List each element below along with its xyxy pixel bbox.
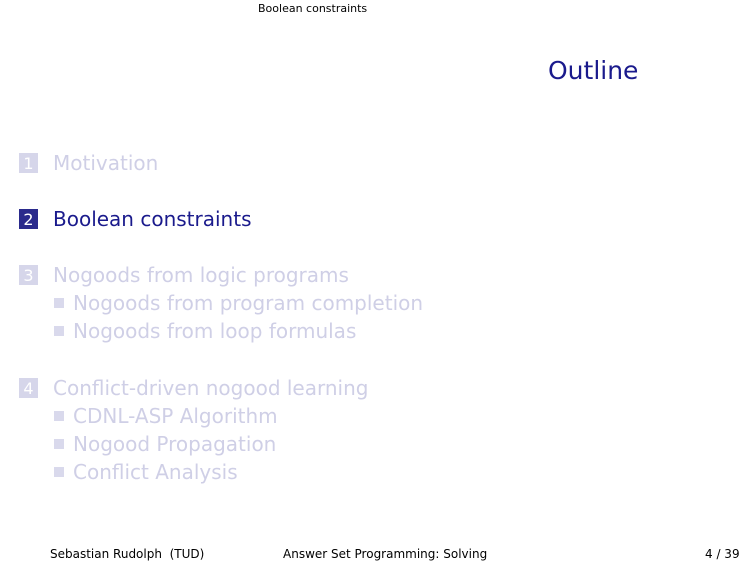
section-title: Motivation [53,151,159,175]
outline-subsection[interactable] [54,319,356,343]
header-section-title: Boolean constraints [258,2,368,15]
outline-subsection[interactable] [54,404,278,428]
subsection-title: Nogoods from program completion [73,291,424,315]
outline-section-4[interactable] [19,376,368,400]
footer-page-number: 4 / 39 [705,547,740,561]
section-number-box: 1 [19,153,38,173]
outline-subsection[interactable] [54,460,238,484]
square-bullet-icon [54,298,64,308]
subsection-title: Nogood Propagation [73,432,277,456]
section-number-box: 4 [19,378,38,398]
outline-subsection[interactable] [54,432,276,456]
footer-talk-title: Answer Set Programming: Solving [283,547,488,561]
square-bullet-icon [54,326,64,336]
outline-subsection[interactable] [54,291,423,315]
outline-section-1[interactable] [19,151,158,175]
section-title: Boolean constraints [53,207,252,231]
outline-section-2[interactable] [19,207,252,231]
footer-institute: (TUD) [169,547,205,561]
subsection-title: Conflict Analysis [73,460,238,484]
section-title: Nogoods from logic programs [53,263,349,287]
section-title: Conflict-driven nogood learning [53,376,369,400]
subsection-title: CDNL-ASP Algorithm [73,404,278,428]
outline-section-3[interactable] [19,263,349,287]
square-bullet-icon [54,439,64,449]
footer-author [50,547,204,561]
footer-author-name: Sebastian Rudolph [50,547,162,561]
section-number-box: 3 [19,265,38,285]
frame-title: Outline [548,56,639,85]
section-number-box: 2 [19,209,38,229]
square-bullet-icon [54,467,64,477]
subsection-title: Nogoods from loop formulas [73,319,357,343]
square-bullet-icon [54,411,64,421]
